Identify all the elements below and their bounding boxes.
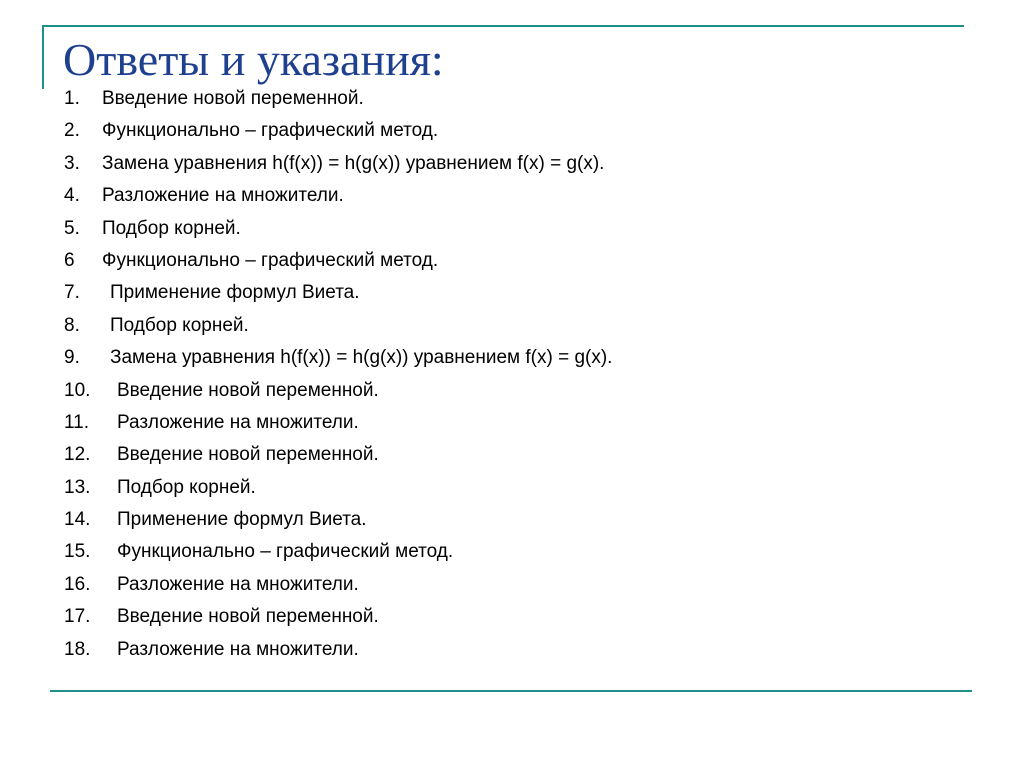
answer-number: 14. (64, 509, 91, 531)
answer-number: 1. (64, 88, 80, 109)
answer-text: Функционально – графический метод. (102, 249, 439, 271)
answer-number: 5. (64, 217, 80, 239)
answer-number: 6 (64, 249, 75, 271)
answer-number: 13. (64, 476, 91, 498)
slide-title: Ответы и указания: (63, 34, 444, 85)
left-accent-bar (42, 25, 44, 89)
answer-text: Введение новой переменной. (102, 88, 364, 109)
bottom-divider (50, 690, 972, 692)
answer-text: Подбор корней. (117, 476, 256, 498)
answer-text: Введение новой переменной. (117, 606, 379, 628)
answer-number: 16. (64, 573, 91, 595)
answer-text: Подбор корней. (102, 217, 241, 239)
answer-text: Разложение на множители. (117, 573, 359, 595)
answer-number: 8. (64, 314, 80, 336)
answer-text: Применение формул Виета. (110, 282, 360, 304)
answer-number: 18. (64, 638, 91, 660)
answer-text: Функционально – графический метод. (117, 541, 454, 563)
answer-number: 3. (64, 152, 80, 174)
answer-number: 11. (64, 411, 90, 433)
answer-number: 15. (64, 541, 91, 563)
answer-text: Введение новой переменной. (117, 379, 379, 401)
answer-text: Разложение на множители. (117, 411, 359, 433)
answer-text: Введение новой переменной. (117, 444, 379, 466)
answer-number: 4. (64, 185, 80, 207)
answer-text: Разложение на множители. (117, 638, 359, 660)
answer-number: 7. (64, 282, 80, 304)
answer-number: 17. (64, 606, 91, 628)
answer-text: Применение формул Виета. (117, 509, 367, 531)
answer-text: Разложение на множители. (102, 185, 344, 207)
top-divider (42, 25, 964, 27)
answer-number: 12. (64, 444, 91, 466)
answer-number: 9. (64, 347, 80, 369)
answer-text: Замена уравнения h(f(x)) = h(g(x)) уравнением f(x) = g(x). (110, 347, 613, 369)
answer-text: Подбор корней. (110, 314, 249, 336)
answer-number: 2. (64, 120, 80, 142)
answer-text: Замена уравнения h(f(x)) = h(g(x)) уравнением f(x) = g(x). (102, 152, 605, 174)
answer-text: Функционально – графический метод. (102, 120, 439, 142)
answer-number: 10. (64, 379, 91, 401)
